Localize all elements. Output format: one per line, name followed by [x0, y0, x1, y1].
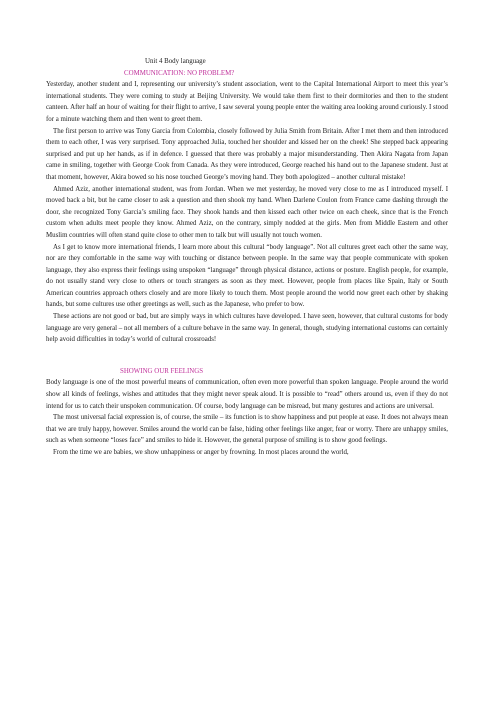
paragraph: The most universal facial expression is, of course, the smile – its function is to show happiness and put people at ease. It does not always mean that we are truly happy, however. Smiles around the world can be false, hiding other feelings like anger, fear or worry. There are unhappy smiles, such as when someone “loses face” and smiles to hide it. However, the general purpose of smiling is to show good feelings.	[46, 414, 448, 445]
paragraph: From the time we are babies, we show unhappiness or anger by frowning. In most places around the world,	[53, 449, 349, 456]
paragraph: Yesterday, another student and I, representing our university’s student association, went to the Capital International Airport to meet this year’s international students. They were coming to study at Beijing University. We would take them first to their dormitories and then to the student canteen. After half an hour of waiting for their flight to arrive, I saw several young people enter the waiting area looking around curiously. I stood for a minute watching them and then went to greet them.	[46, 81, 448, 123]
paragraph: These actions are not good or bad, but are simply ways in which cultures have developed. I have seen, however, that cultural customs for body language are very general – not all members of a culture behave in the same way. In general, though, studying international customs can certainly help avoid difficulties in today’s world of cultural crossroads!	[46, 313, 448, 344]
section-title-feelings: SHOWING OUR FEELINGS	[120, 367, 204, 375]
unit-title: Unit 4 Body language	[145, 58, 206, 65]
section-title-communication: COMMUNICATION: NO PROBLEM?	[124, 69, 235, 77]
paragraph: The first person to arrive was Tony Garcia from Colombia, closely followed by Julia Smith from Britain. After I met them and then introduced them to each other, I was very surprised. Tony approached Julia, touched her shoulder and kissed her on the cheek! She stepped back appearing surprised and put up her hands, as if in defence. I guessed that there was probably a major misunderstanding. Then Akira Nagata from Japan came in smiling, together with George Cook from Canada. As they were introduced, George reached his hand out to the Japanese student. Just at that moment, however, Akira bowed so his nose touched George’s moving hand. They both apologized – another cultural mistake!	[46, 127, 448, 181]
paragraph: As I get to know more international friends, I learn more about this cultural “body language”. Not all cultures greet each other the same way, nor are they comfortable in the same way with touching or distance between people. In the same way that people communicate with spoken language, they also express their feelings using unspoken “language” through physical distance, actions or posture. English people, for example, do not usually stand very close to others or touch strangers as soon as they meet. However, people from places like Spain, Italy or South American countries approach others closely and are more likely to touch them. Most people around the world now greet each other by shaking hands, but some cultures use other greetings as well, such as the Japanese, who prefer to bow.	[46, 243, 448, 309]
document-page	[46, 56, 448, 459]
paragraph: Body language is one of the most powerful means of communication, often even more powerful than spoken language. People around the world show all kinds of feelings, wishes and attitudes that they might never speak aloud. It is possible to “read” others around us, even if they do not intend for us to catch their unspoken communication. Of course, body language can be misread, but many gestures and actions are universal.	[46, 379, 448, 410]
paragraph: Ahmed Aziz, another international student, was from Jordan. When we met yesterday, he moved very close to me as I introduced myself. I moved back a bit, but he came closer to ask a question and then shook my hand. When Darlene Coulon from France came dashing through the door, she recognized Tony Garcia’s smiling face. They shook hands and then kissed each other twice on each cheek, since that is the French custom when adults meet people they know. Ahmed Aziz, on the contrary, simply nodded at the girls. Men from Middle Eastern and other Muslim countries will often stand quite close to other men to talk but will usually not touch women.	[46, 185, 448, 239]
